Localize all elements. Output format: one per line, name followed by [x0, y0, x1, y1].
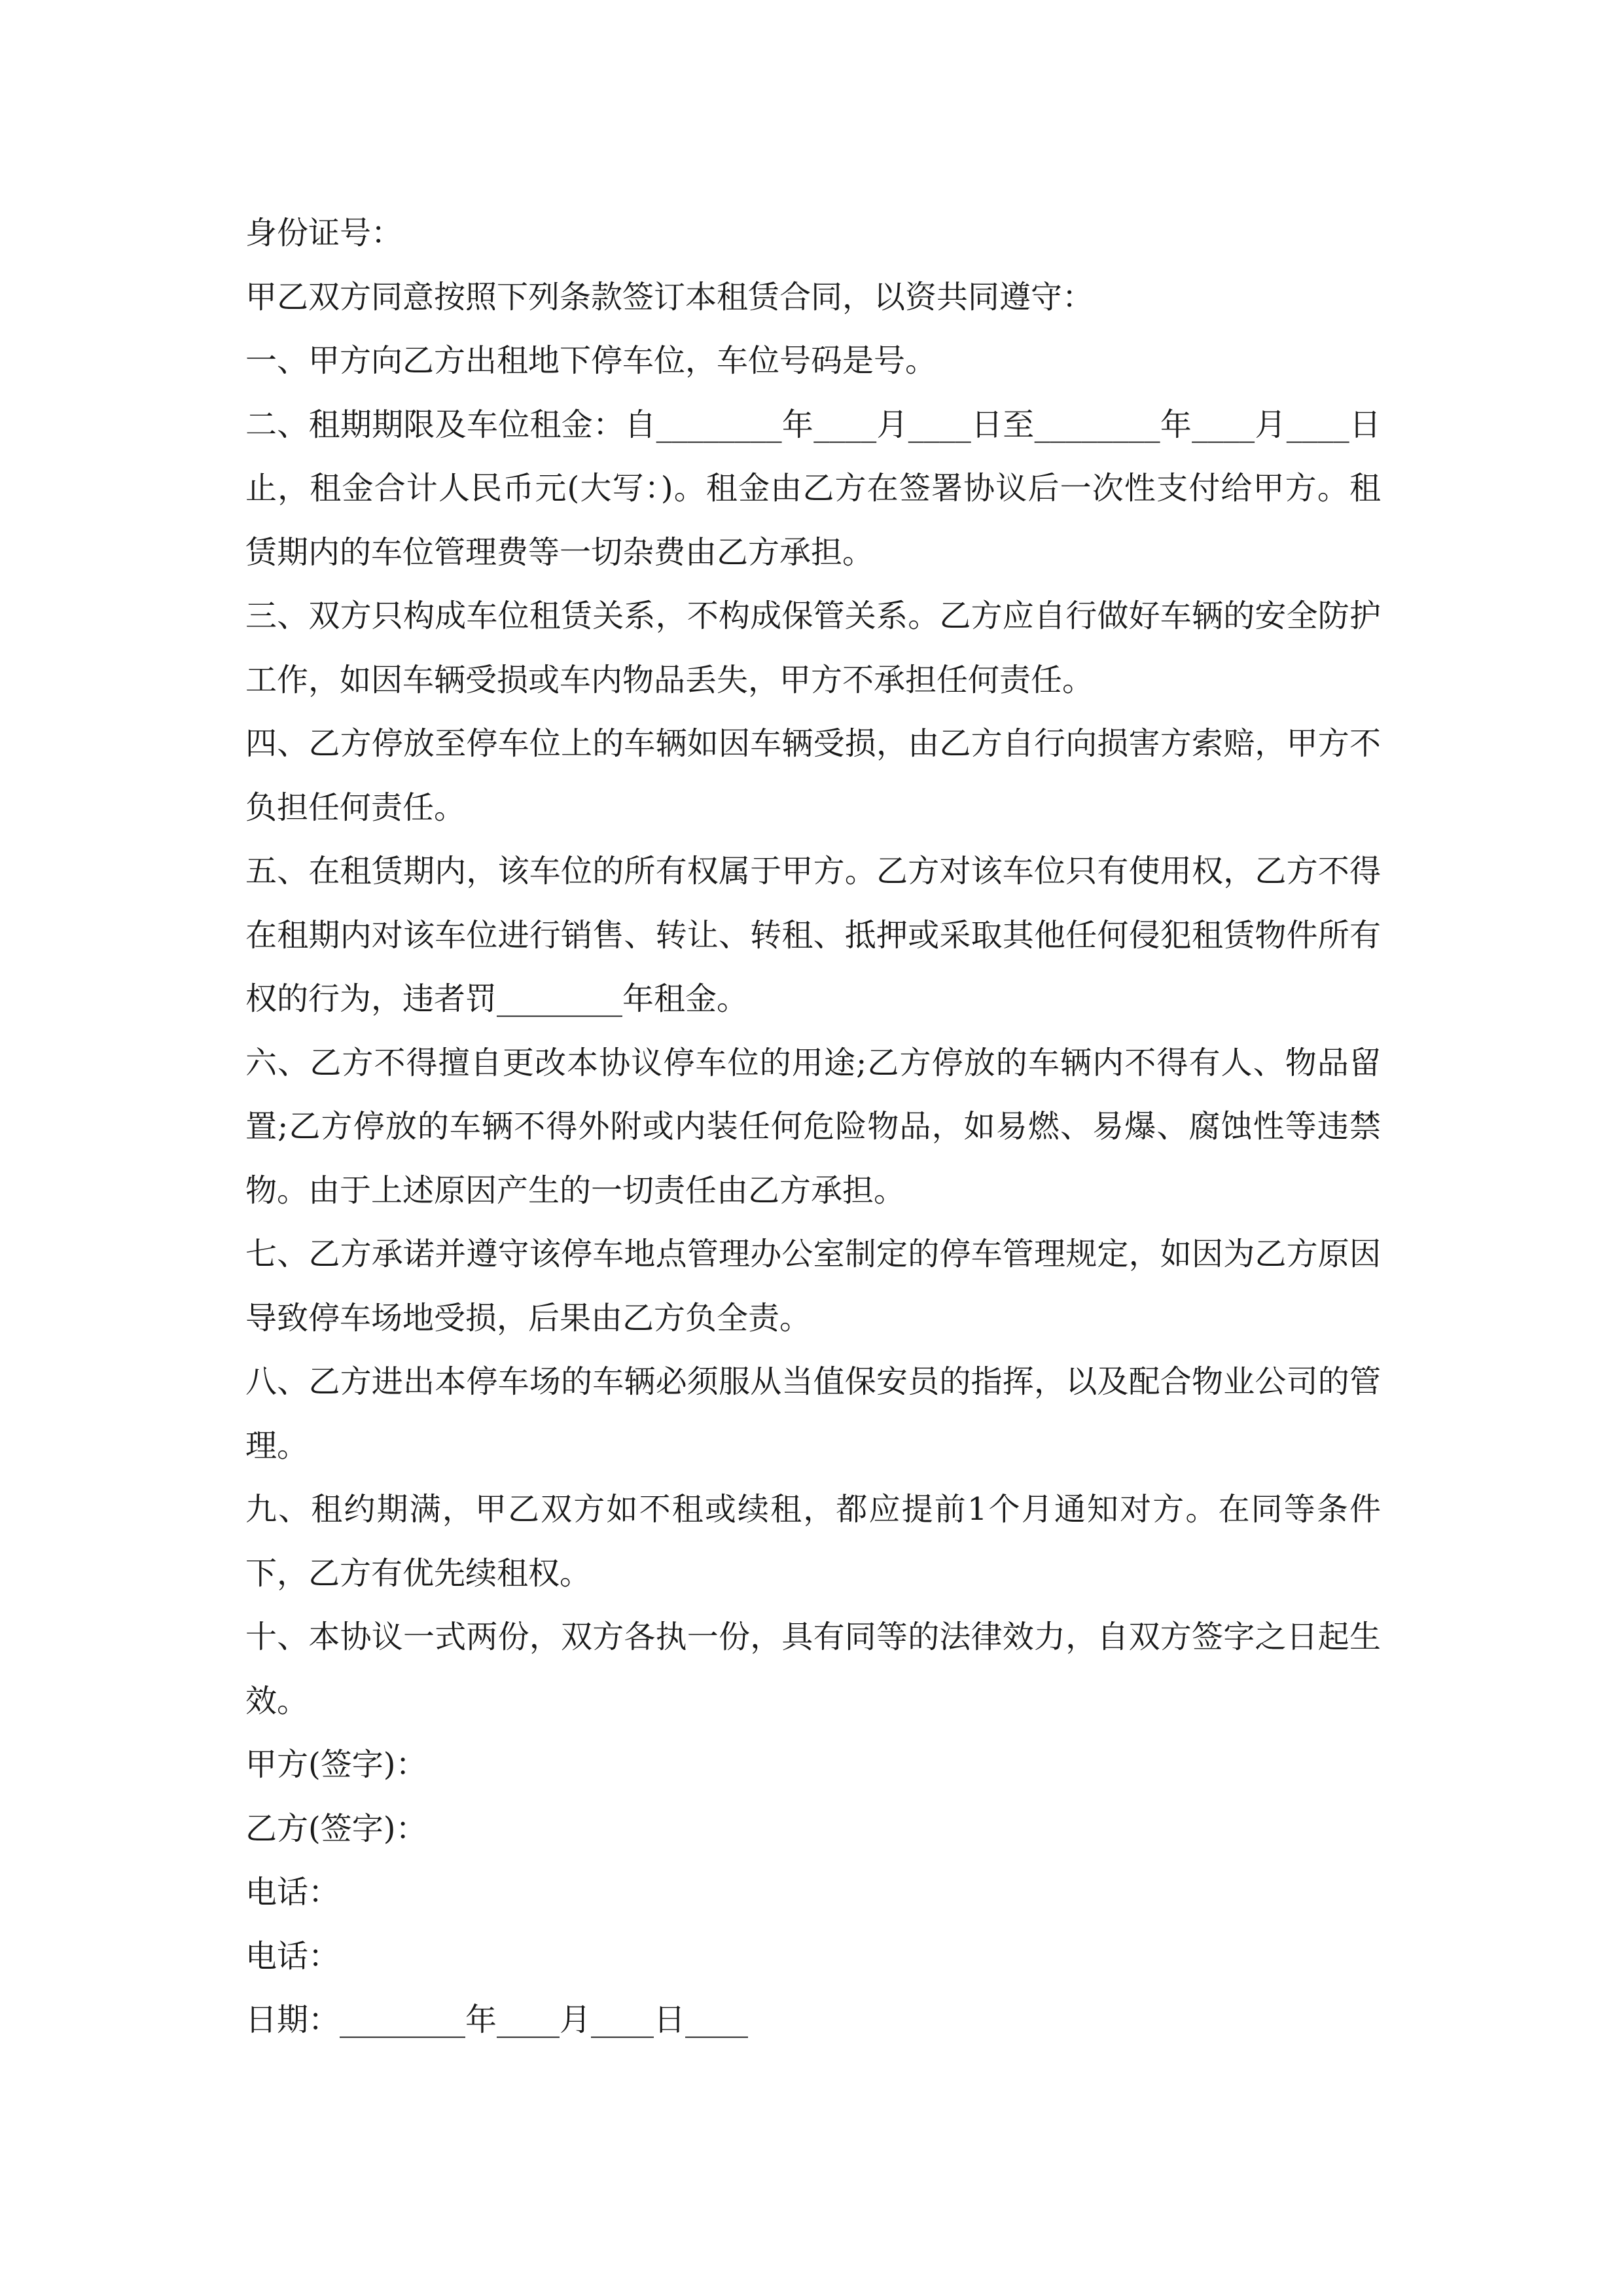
- clause-7: 七、乙方承诺并遵守该停车地点管理办公室制定的停车管理规定，如因为乙方原因导致停车场地受损，后果由乙方负全责。: [245, 1236, 1381, 1336]
- agreement-intro: 甲乙双方同意按照下列条款签订本租赁合同，以资共同遵守：: [245, 278, 1094, 315]
- clause-9: 九、租约期满，甲乙双方如不租或续租，都应提前1个月通知对方。在同等条件下，乙方有优先续租权。: [245, 1491, 1381, 1592]
- clause-4: 四、乙方停放至停车位上的车辆如因车辆受损，由乙方自行向损害方索赔，甲方不负担任何责任。: [245, 725, 1381, 826]
- clause-5: 五、在租赁期内，该车位的所有权属于甲方。乙方对该车位只有使用权，乙方不得在租期内对该车位进行销售、转让、转租、抵押或采取其他任何侵犯租赁物件所有权的行为，违者罚________年租金。: [245, 853, 1381, 1017]
- clause-2: 二、租期期限及车位租金：自________年____月____日至________年____月____日止，租金合计人民币元(大写：)。租金由乙方在签署协议后一次性支付给甲方。租赁期内的车位管理费等一切杂费由乙方承担。: [245, 406, 1381, 571]
- clause-6: 六、乙方不得擅自更改本协议停车位的用途;乙方停放的车辆内不得有人、物品留置;乙方停放的车辆不得外附或内装任何危险物品，如易燃、易爆、腐蚀性等违禁物。由于上述原因产生的一切责任由乙方承担。: [245, 1044, 1381, 1209]
- party-a-signature: 甲方(签字)：: [245, 1746, 427, 1783]
- clause-10: 十、本协议一式两份，双方各执一份，具有同等的法律效力，自双方签字之日起生效。: [245, 1619, 1381, 1719]
- clause-3: 三、双方只构成车位租赁关系，不构成保管关系。乙方应自行做好车辆的安全防护工作，如因车辆受损或车内物品丢失，甲方不承担任何责任。: [245, 598, 1381, 698]
- date-line: 日期：________年____月____日____: [245, 2001, 749, 2038]
- id-number-line: 身份证号：: [245, 215, 403, 251]
- contract-body: [245, 202, 1381, 2053]
- clause-8: 八、乙方进出本停车场的车辆必须服从当值保安员的指挥，以及配合物业公司的管理。: [245, 1363, 1381, 1464]
- clause-1: 一、甲方向乙方出租地下停车位，车位号码是号。: [245, 342, 937, 379]
- phone-line-b: 电话：: [245, 1937, 340, 1975]
- phone-line-a: 电话：: [245, 1874, 340, 1910]
- party-b-signature: 乙方(签字)：: [245, 1810, 427, 1847]
